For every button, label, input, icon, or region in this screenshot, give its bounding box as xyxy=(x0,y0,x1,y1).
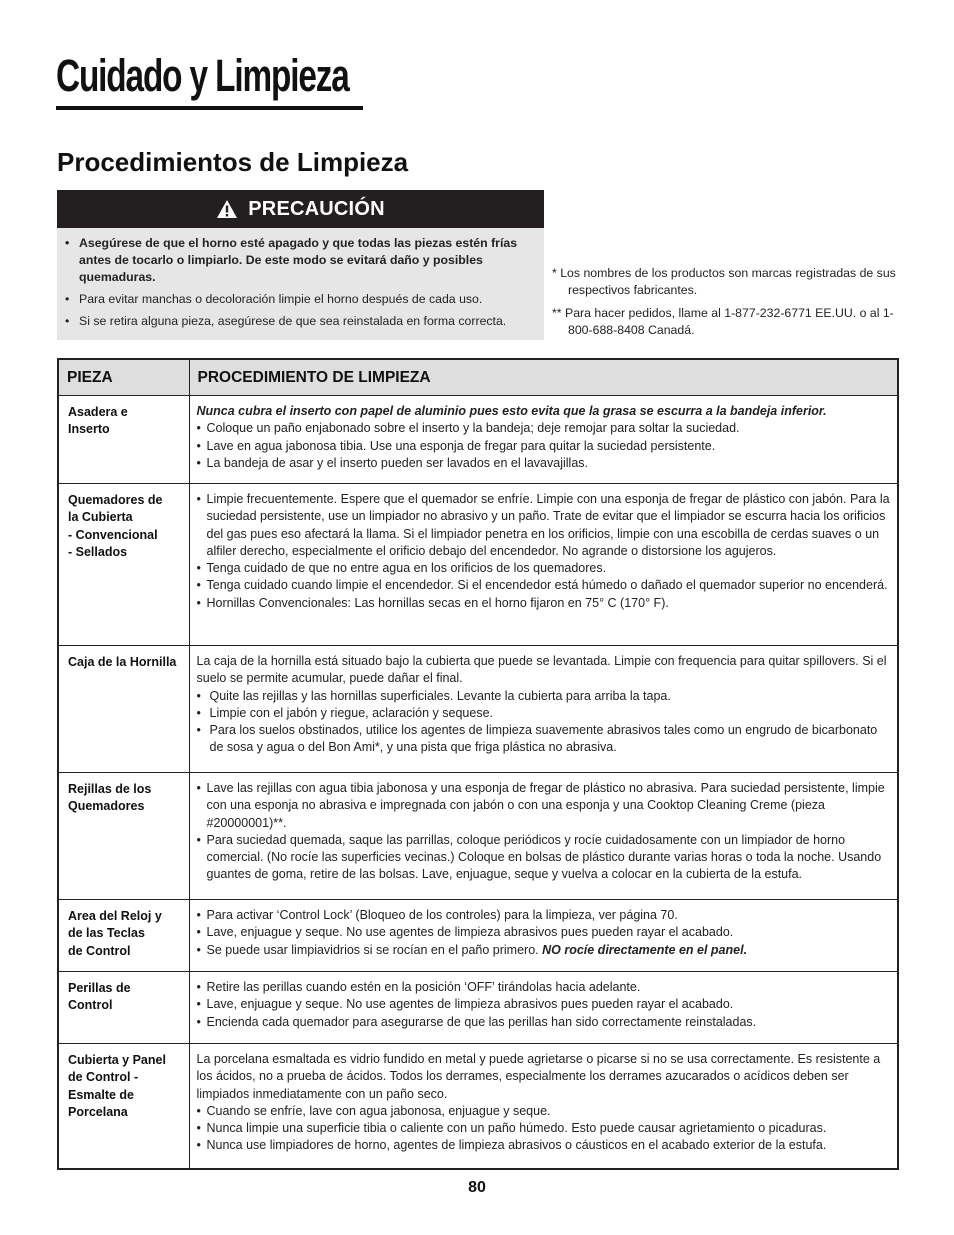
procedure-bullet: • Hornillas Convencionales: Las hornillas secas en el horno fijaron en 75° C (170° F). xyxy=(197,595,893,612)
procedure-text: La porcelana esmaltada es vidrio fundido en metal y puede agrietarse o picarse si no se usa correctamente. Es resistente a los ácidos, no a prueba de ácidos. Todos los derrames, especialmente los derrames azucarados o acídicos deben ser limpiados inmediatamente con un paño seco. xyxy=(196,1052,881,1101)
caution-label: PRECAUCIÓN xyxy=(248,197,385,220)
procedure-text: La caja de la hornilla está situado bajo la cubierta que puede se levantada. Limpie con frequencia para quitar spillovers. Si el suelo se permite acumular, puede dañar el final. xyxy=(196,654,887,686)
procedure-cell xyxy=(189,396,898,484)
table-row xyxy=(58,646,898,773)
table-row xyxy=(58,1044,898,1169)
procedure-bullet: • Limpie con el jabón y riegue, aclaración y sequese. xyxy=(197,705,893,722)
table-header-row xyxy=(58,359,898,396)
procedure-bullet: • Nunca use limpiadores de horno, agentes de limpieza abrasivos o cáusticos en el acabado exterior de la estufa. xyxy=(197,1137,893,1154)
procedure-bullet: • La bandeja de asar y el inserto pueden ser lavados en el lavavajillas. xyxy=(197,455,893,472)
procedure-cell xyxy=(189,484,898,646)
footnotes xyxy=(552,265,897,345)
procedure-bullet: • Se puede usar limpiavidrios si se rocían en el paño primero. NO rocíe directamente en el panel. xyxy=(197,942,893,959)
part-name-cell: Quemadores de la Cubierta - Convencional - Sellados xyxy=(58,484,189,646)
procedure-bullet: • Lave en agua jabonosa tibia. Use una esponja de fregar para quitar la suciedad persistente. xyxy=(197,438,893,455)
header-part: PIEZA xyxy=(58,359,189,396)
title-underline xyxy=(56,106,363,110)
procedure-bullet: • Encienda cada quemador para asegurarse de que las perillas han sido correctamente reinstaladas. xyxy=(197,1014,893,1031)
part-name-cell: Caja de la Hornilla xyxy=(58,646,189,773)
part-name-cell: Perillas de Control xyxy=(58,972,189,1044)
procedure-cell xyxy=(189,972,898,1044)
procedure-bullet: • Para activar ‘Control Lock’ (Bloqueo de los controles) para la limpieza, ver página 70. xyxy=(197,907,893,924)
caution-list xyxy=(57,228,544,330)
caution-box xyxy=(57,190,544,340)
procedure-bullet: • Quite las rejillas y las hornillas superficiales. Levante la cubierta para arriba la tapa. xyxy=(197,688,893,705)
part-name-cell: Rejillas de los Quemadores xyxy=(58,773,189,900)
procedure-bullet: • Tenga cuidado de que no entre agua en los orificios de los quemadores. xyxy=(197,560,893,577)
procedure-bullet: • Lave las rejillas con agua tibia jabonosa y una esponja de fregar de plástico no abrasiva. Para suciedad persistente, limpie con una esponja no abrasiva e impregnada con jabón o con una esponja y una Cooktop Cleaning Creme (pieza #20000001)**. xyxy=(197,780,893,832)
procedure-bullet: • Para suciedad quemada, saque las parrillas, coloque periódicos y rocíe cuidadosamente con un limpiador de horno comercial. (No rocíe las superficies vecinas.) Coloque en bolsas de plástico durante varias horas o toda la noche. Usando guantes de goma, retire de las bolsas. Lave, enjuague, seque y vuelva a colocar en la cubierta de la estufa. xyxy=(197,832,893,884)
table-row xyxy=(58,484,898,646)
page-title: Cuidado y Limpieza xyxy=(56,50,349,101)
table-body xyxy=(58,396,898,1169)
table-row xyxy=(58,900,898,972)
procedure-cell xyxy=(189,773,898,900)
table-row xyxy=(58,972,898,1044)
procedure-bullet: • Tenga cuidado cuando limpie el encendedor. Si el encendedor está húmedo o dañado el quemador superior no encenderá. xyxy=(197,577,893,594)
procedure-bullet: • Limpie frecuentemente. Espere que el quemador se enfríe. Limpie con una esponja de fregar de plástico con jabón. Para la suciedad persistente, use un limpiador no abrasivo y un paño. Trate de evitar que el limpiador se escurra hacia los orificios del gas pues eso afectará la llama. Si el limpiador penetra en los orificios, limpie con una escobilla de cerdas suaves o un alfiler derecho, especialmente el orificio debajo del encendedor. No agrande o distorsione los agujeros. xyxy=(197,491,893,560)
footnote-trademark: * Los nombres de los productos son marcas registradas de sus respectivos fabricantes. xyxy=(552,266,896,297)
part-name-cell: Area del Reloj y de las Teclas de Control xyxy=(58,900,189,972)
caution-item: • Asegúrese de que el horno esté apagado y que todas las piezas estén frías antes de tocarlo o limpiarlo. De este modo se evitará daño y posibles quemaduras. xyxy=(65,235,536,286)
caution-item: • Si se retira alguna pieza, asegúrese de que sea reinstalada en forma correcta. xyxy=(65,313,536,330)
procedure-bullet: • Nunca limpie una superficie tibia o caliente con un paño húmedo. Esto puede causar agrietamiento o picaduras. xyxy=(197,1120,893,1137)
part-name-cell: Asadera e Inserto xyxy=(58,396,189,484)
page-number: 80 xyxy=(468,1179,486,1196)
procedure-bullet: • Retire las perillas cuando estén en la posición ‘OFF’ tirándolas hacia adelante. xyxy=(197,979,893,996)
caution-item: • Para evitar manchas o decoloración limpie el horno después de cada uso. xyxy=(65,291,536,308)
procedure-text: Nunca cubra el inserto con papel de aluminio pues esto evita que la grasa se escurra a la bandeja inferior. xyxy=(196,404,827,418)
procedure-cell xyxy=(189,646,898,773)
procedure-bullet: • Cuando se enfríe, lave con agua jabonosa, enjuague y seque. xyxy=(197,1103,893,1120)
procedure-bullet: • Lave, enjuague y seque. No use agentes de limpieza abrasivos pues pueden rayar el acabado. xyxy=(197,924,893,941)
procedure-cell xyxy=(189,900,898,972)
procedure-bullet: • Lave, enjuague y seque. No use agentes de limpieza abrasivos pues pueden rayar el acabado. xyxy=(197,996,893,1013)
part-name-cell: Cubierta y Panel de Control - Esmalte de Porcelana xyxy=(58,1044,189,1169)
procedure-bullet: • Coloque un paño enjabonado sobre el inserto y la bandeja; deje remojar para soltar la suciedad. xyxy=(197,420,893,437)
cleaning-table xyxy=(57,358,899,1170)
caution-header xyxy=(57,190,544,228)
header-procedure: PROCEDIMIENTO DE LIMPIEZA xyxy=(189,359,898,396)
procedure-bullet: • Para los suelos obstinados, utilice los agentes de limpieza suavemente abrasivos tales como un engrudo de bicarbonato de sosa y agua o del Bon Ami*, y una pista que friga plástica no abrasiva. xyxy=(197,722,893,757)
footnote-orders: ** Para hacer pedidos, llame al 1-877-232-6771 EE.UU. o al 1-800-688-8408 Canadá. xyxy=(552,306,894,337)
table-row xyxy=(58,773,898,900)
warning-triangle-icon xyxy=(216,199,238,219)
table-row xyxy=(58,396,898,484)
procedure-cell xyxy=(189,1044,898,1169)
emphasis-text: NO rocíe directamente en el panel. xyxy=(542,942,748,957)
section-title: Procedimientos de Limpieza xyxy=(57,147,409,177)
